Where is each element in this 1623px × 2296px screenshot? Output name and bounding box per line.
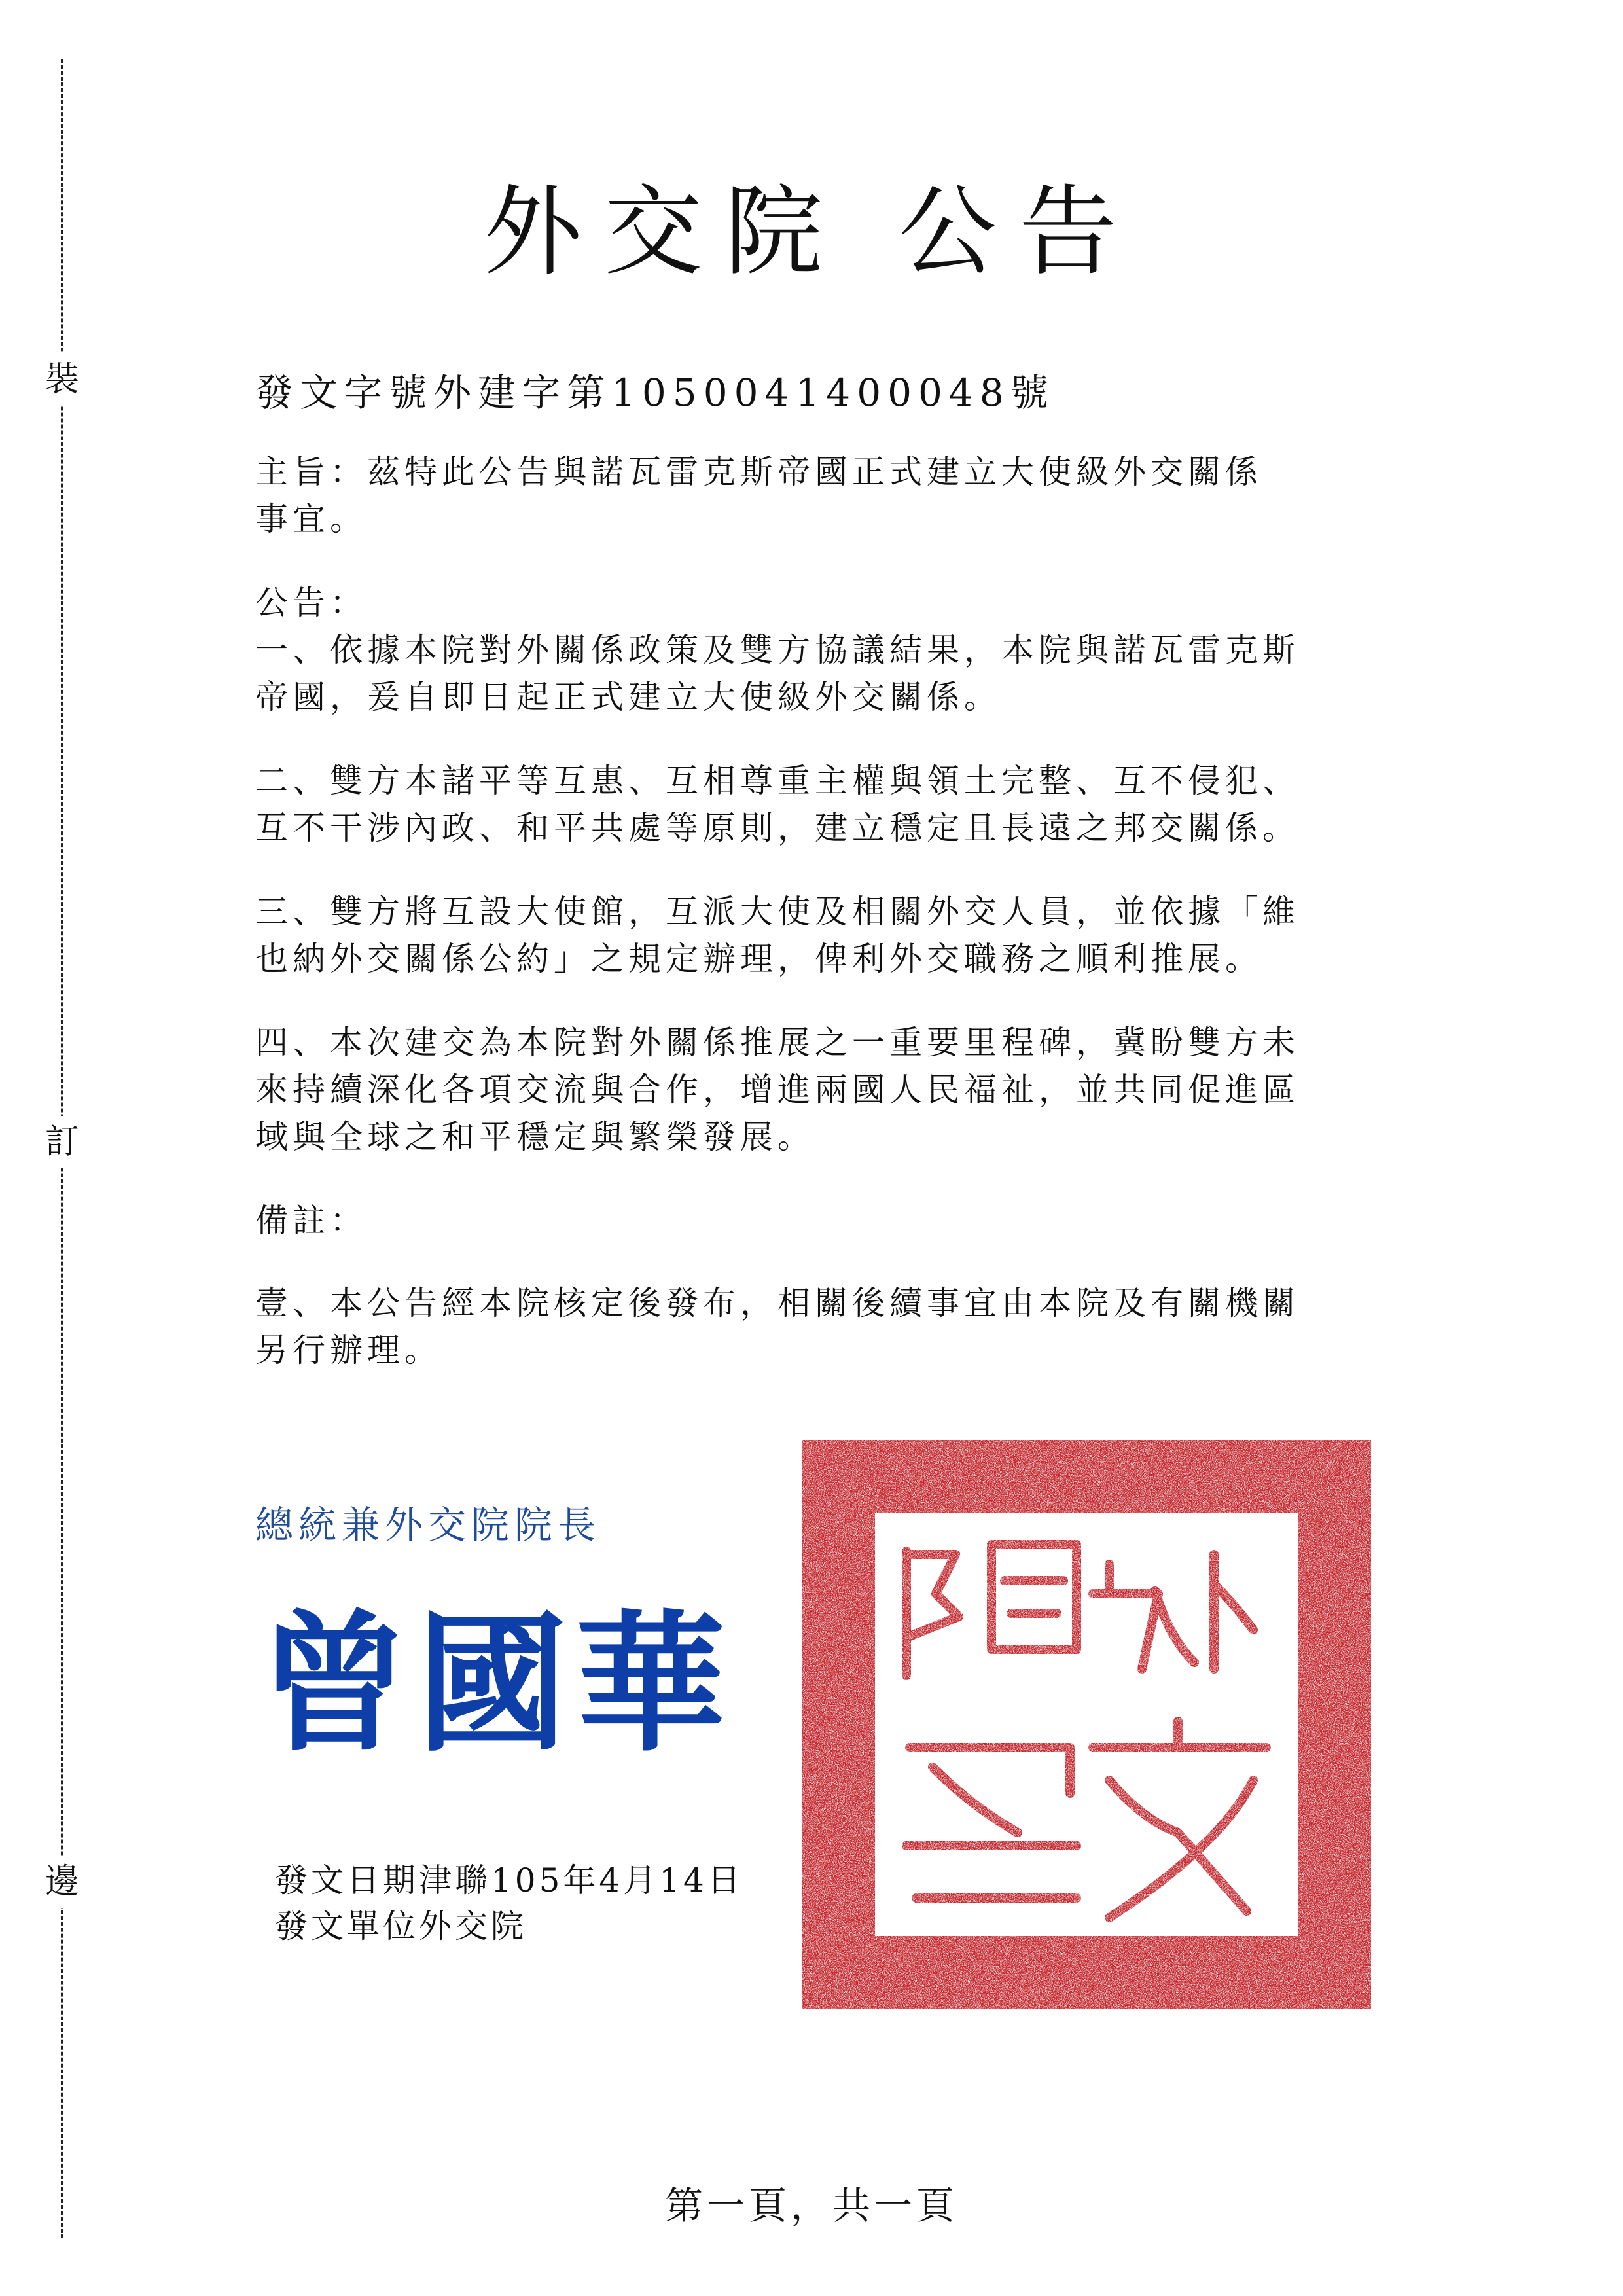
binding-char-bian: 邊 <box>39 1856 85 1908</box>
announcement-item-2-line-1: 二、雙方本諸平等互惠、互相尊重主權與領土完整、互不侵犯、 <box>255 762 1300 800</box>
remarks-label: 備註： <box>255 1202 367 1240</box>
binding-char-ding: 訂 <box>39 1116 85 1168</box>
announcement-item-4-line-1: 四、本次建交為本院對外關係推展之一重要里程碑，冀盼雙方未 <box>255 1024 1300 1062</box>
announcement-item-4-line-2: 來持續深化各項交流與合作，增進兩國人民福祉，並共同促進區 <box>255 1071 1300 1109</box>
official-seal-stamp <box>802 1440 1371 2009</box>
announcement-item-3-line-2: 也納外交關係公約」之規定辦理，俾利外交職務之順利推展。 <box>255 940 1262 978</box>
page-title: 外交院 公告 <box>484 175 1139 289</box>
subject-line-2: 事宜。 <box>255 500 367 538</box>
issuing-unit: 發文單位外交院 <box>275 1907 527 1945</box>
signatory-name-signature: 曾國華 <box>259 1598 734 1772</box>
document-number: 發文字號外建字第1050041400048號 <box>255 370 1055 415</box>
announcement-label: 公告： <box>255 584 367 622</box>
announcement-item-2-line-2: 互不干涉內政、和平共處等原則，建立穩定且長遠之邦交關係。 <box>255 809 1300 847</box>
remarks-line-1: 壹、本公告經本院核定後發布，相關後續事宜由本院及有關機關 <box>255 1284 1300 1322</box>
subject-line-1: 主旨：茲特此公告與諾瓦雷克斯帝國正式建立大使級外交關係 <box>255 453 1262 491</box>
page-indicator: 第一頁，共一頁 <box>664 2183 958 2228</box>
issue-date: 發文日期津聯105年4月14日 <box>275 1861 743 1899</box>
announcement-item-3-line-1: 三、雙方將互設大使館，互派大使及相關外交人員，並依據「維 <box>255 893 1300 931</box>
announcement-item-1-line-1: 一、依據本院對外關係政策及雙方協議結果，本院與諾瓦雷克斯 <box>255 631 1300 669</box>
signatory-title: 總統兼外交院院長 <box>255 1503 601 1547</box>
remarks-line-2: 另行辦理。 <box>255 1331 442 1369</box>
binding-char-zhuang: 裝 <box>39 353 85 406</box>
announcement-item-4-line-3: 域與全球之和平穩定與繁榮發展。 <box>255 1118 815 1156</box>
announcement-item-1-line-2: 帝國，爰自即日起正式建立大使級外交關係。 <box>255 678 1001 716</box>
seal-inner-field <box>875 1513 1298 1936</box>
